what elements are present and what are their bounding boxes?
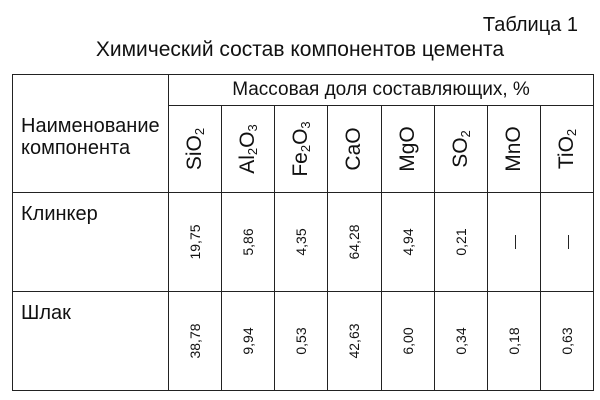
value-cell: 64,28 <box>328 193 381 292</box>
row-name-slag: Шлак <box>13 292 169 391</box>
formula-cell <box>434 106 487 193</box>
value-cell: — <box>487 193 540 292</box>
formula-so2: $SO_2$ <box>448 130 473 168</box>
value-cell: 0,18 <box>487 292 540 391</box>
value-cell: 0,53 <box>275 292 328 391</box>
formula-cao: CaO <box>342 127 366 171</box>
value-cell: 4,94 <box>381 193 434 292</box>
component-name-header: Наименование компонента <box>13 75 169 193</box>
table-row-clinker <box>13 193 594 292</box>
formula-mgo: MgO <box>395 126 419 172</box>
value-cell: 5,86 <box>222 193 275 292</box>
formula-al2o3: $Al_2O_3$ <box>236 124 261 174</box>
formula-sio2: SiO$_2$ <box>183 127 208 171</box>
value-cell: 0,34 <box>434 292 487 391</box>
composition-table <box>12 74 594 391</box>
value-cell: 0,63 <box>540 292 593 391</box>
formula-cell <box>275 106 328 193</box>
table-number: Таблица 1 <box>482 14 578 36</box>
table-title: Химический состав компонентов цемента <box>95 38 505 61</box>
formula-tio2: TiO$_2$ <box>554 128 579 170</box>
mass-fraction-header: Массовая доля составляющих, % <box>169 75 594 106</box>
table-row-slag <box>13 292 594 391</box>
header-row <box>13 75 594 106</box>
formula-fe2o3: $Fe_2O_3$ <box>289 121 314 177</box>
formula-cell <box>169 106 222 193</box>
value-cell: 19,75 <box>169 193 222 292</box>
value-cell: 4,35 <box>275 193 328 292</box>
formula-cell <box>487 106 540 193</box>
value-cell: 9,94 <box>222 292 275 391</box>
formula-mno: MnO <box>501 126 525 172</box>
formula-cell <box>328 106 381 193</box>
formula-cell <box>222 106 275 193</box>
value-cell: 38,78 <box>169 292 222 391</box>
value-cell: — <box>540 193 593 292</box>
value-cell: 42,63 <box>328 292 381 391</box>
value-cell: 0,21 <box>434 193 487 292</box>
formula-cell <box>540 106 593 193</box>
value-cell: 6,00 <box>381 292 434 391</box>
formula-cell <box>381 106 434 193</box>
row-name-clinker: Клинкер <box>13 193 169 292</box>
